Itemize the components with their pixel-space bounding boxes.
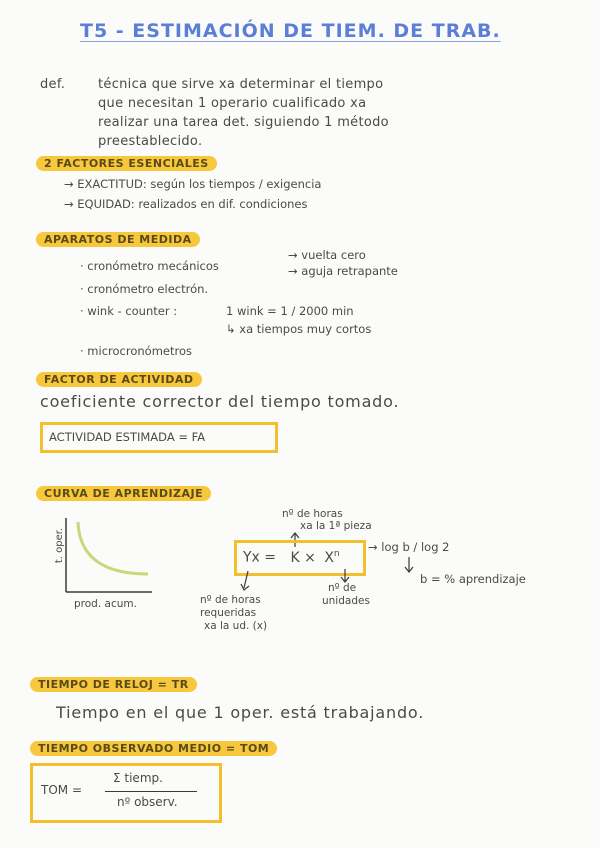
x-axis-label: prod. acum. [74, 598, 137, 610]
reloj-text: Tiempo en el que 1 oper. está trabajando. [56, 703, 425, 722]
aparato-subitem: → vuelta cero [288, 248, 366, 262]
curva-heading: CURVA DE APRENDIZAJE [36, 486, 211, 501]
reloj-heading: TIEMPO DE RELOJ = TR [30, 677, 197, 692]
fraction-bar [105, 791, 197, 792]
note-req-3: xa la ud. (x) [204, 620, 268, 632]
actividad-formula: ACTIVIDAD ESTIMADA = FA [49, 430, 206, 444]
definition-line: técnica que sirve xa determinar el tiempo [98, 77, 384, 92]
learning-curve [78, 522, 148, 574]
page-title: T5 - ESTIMACIÓN DE TIEM. DE TRAB. [80, 20, 501, 42]
aparato-item: · wink - counter : [80, 304, 178, 318]
actividad-formula-box [40, 422, 278, 453]
observado-heading: TIEMPO OBSERVADO MEDIO = TOM [30, 741, 277, 756]
formula-x: X [324, 549, 334, 566]
aparato-subitem: → aguja retrapante [288, 264, 398, 278]
note-req-2: requeridas [200, 607, 257, 619]
tom-numerator: Σ tiemp. [113, 771, 163, 785]
actividad-heading: FACTOR DE ACTIVIDAD [36, 372, 202, 387]
note-b: b = % aprendizaje [420, 572, 526, 586]
aparatos-heading: APARATOS DE MEDIDA [36, 232, 200, 247]
tom-lhs: TOM = [41, 783, 82, 797]
aparato-item: · cronómetro electrón. [80, 282, 209, 296]
note-req-1: nº de horas [200, 594, 261, 606]
note-top-2: xa la 1ª pieza [300, 520, 372, 532]
formula-k: K × [290, 549, 316, 566]
actividad-text: coeficiente corrector del tiempo tomado. [40, 392, 400, 411]
formula-left: Yx = [243, 549, 277, 566]
factores-heading: 2 FACTORES ESENCIALES [36, 156, 217, 171]
aparato-item: · microcronómetros [80, 344, 192, 358]
note-log: → log b / log 2 [368, 540, 450, 554]
definition-line: que necesitan 1 operario cualificado xa [98, 96, 367, 111]
definition-line: preestablecido. [98, 134, 203, 149]
factor-item: → EQUIDAD: realizados en dif. condiciones [64, 197, 308, 211]
tom-denominator: nº observ. [117, 795, 178, 809]
formula-exponent: n [333, 549, 340, 559]
curva-formula [243, 549, 340, 566]
arrow-down-icon [404, 556, 414, 574]
y-axis-label: t. oper. [54, 527, 66, 564]
tom-formula-box [30, 763, 222, 823]
definition-line: realizar una tarea det. siguiendo 1 método [98, 115, 389, 130]
arrow-down-icon [240, 570, 252, 592]
aparato-item: · cronómetro mecánicos [80, 259, 219, 273]
note-top-1: nº de horas [282, 508, 343, 520]
aparato-subitem: ↳ xa tiempos muy cortos [226, 322, 372, 336]
note-units-2: unidades [322, 595, 370, 607]
definition-label: def. [40, 77, 66, 92]
note-units-1: nº de [328, 582, 357, 594]
aparato-subitem: 1 wink = 1 / 2000 min [226, 304, 354, 318]
factor-item: → EXACTITUD: según los tiempos / exigencia [64, 177, 322, 191]
